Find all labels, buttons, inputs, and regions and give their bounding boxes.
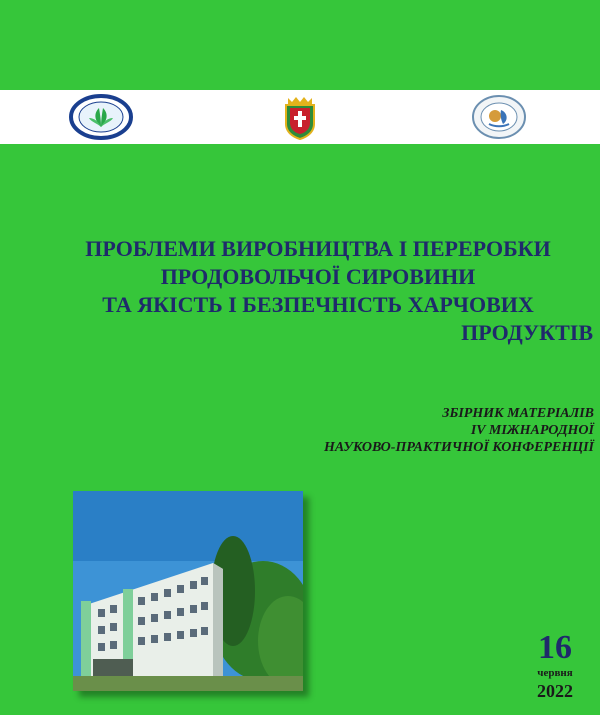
subtitle-line-3: НАУКОВО-ПРАКТИЧНОЇ КОНФЕРЕНЦІЇ xyxy=(323,440,594,455)
logo-band xyxy=(0,90,600,144)
conference-subtitle xyxy=(324,405,594,456)
subtitle-line-2: IV МІЖНАРОДНОЇ xyxy=(470,423,594,438)
date-day: 16 xyxy=(538,629,572,666)
conference-date xyxy=(525,630,585,702)
title-line-4: ПРОДУКТІВ xyxy=(461,320,593,345)
building-photo xyxy=(73,491,303,691)
title-line-3: ТА ЯКІСТЬ І БЕЗПЕЧНІСТЬ ХАРЧОВИХ xyxy=(102,292,534,317)
document-title xyxy=(0,235,600,347)
date-month: червня xyxy=(537,667,573,679)
faculty-emblem-icon xyxy=(467,94,531,140)
title-line-1: ПРОБЛЕМИ ВИРОБНИЦТВА І ПЕРЕРОБКИ xyxy=(85,236,551,261)
title-line-2: ПРОДОВОЛЬЧОЇ СИРОВИНИ xyxy=(160,264,476,289)
date-year: 2022 xyxy=(537,681,573,701)
subtitle-line-1: ЗБІРНИК МАТЕРІАЛІВ xyxy=(442,406,594,421)
regional-coat-of-arms-icon xyxy=(268,94,332,140)
university-globe-logo-icon xyxy=(69,94,133,140)
